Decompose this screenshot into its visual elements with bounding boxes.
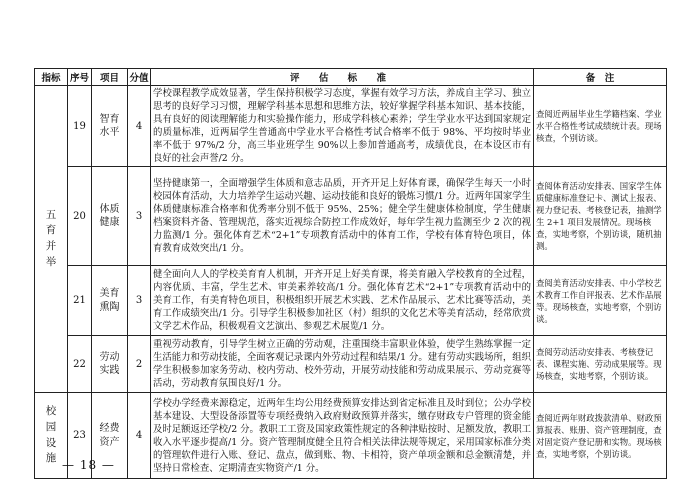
header-standard: 评 估 标 准: [151, 69, 534, 86]
header-number: 序号: [68, 69, 92, 86]
row-score: 3: [128, 167, 151, 266]
row-score: 4: [128, 86, 151, 167]
header-score: 分值: [128, 69, 151, 86]
row-note: 查阅近两届毕业生学籍档案、学业水平合格性考试成绩统计表。现场核查，个别访谈。: [534, 86, 667, 167]
row-standard: 健全面向人人的学校美育育人机制，开齐开足上好美育课，将美育融入学校教育的全过程，内容优质、丰富，学生艺术、审美素养较高/1 分。强化体育艺术“2+1”专项教育活动中的美育工作，有美育特色项目，积极组织开展艺术实践、艺术作品展示、艺术比赛等活动，美育工作成绩突出/1 分。引导学生积极参加社区（村）组织的文化艺术等美育活动，经常欣赏文学艺术作品，积极观看文艺演出、参观艺术展览/1 分。: [151, 266, 534, 336]
row-note: 查阅劳动活动安排表、考核登记表、课程实施、劳动成果展等。现场核查，实地考察，个别访谈。: [534, 336, 667, 393]
row-item: 美育 熏陶: [92, 266, 128, 336]
row-number: 19: [68, 86, 92, 167]
header-indicator: 指标: [35, 69, 68, 86]
row-standard: 重视劳动教育，引导学生树立正确的劳动观，注重围绕丰富职业体验，使学生熟练掌握一定生活能力和劳动技能，全面客观记录课内外劳动过程和结果/1 分。建有劳动实践场所，组织学生积极参加家务劳动、校内劳动、校外劳动，开展劳动技能和劳动成果展示、劳动竞赛等活动，劳动教育氛围良好/1 分。: [151, 336, 534, 393]
row-standard: 学校课程教学成效显著，学生保持积极学习态度，掌握有效学习方法，养成自主学习、独立思考的良好学习习惯，理解学科基本思想和思维方法，较好掌握学科基本知识、基本技能，具有良好的阅读理解能力和实验操作能力，形成学科核心素养；学生学业水平达到国家规定的质量标准，近两届学生普通高中学业水平合格性考试合格率不低于 98%、平均按时毕业率不低于 97%/2 分，高三毕业班学生 90%以上参加普通高考，成绩优良，在本设区市有良好的社会声誉/2 分。: [151, 86, 534, 167]
row-standard: 学校办学经费来源稳定，近两年生均公用经费预算安排达到省定标准且及时到位；公办学校基本建设、大型设备添置等专项经费纳入政府财政预算并落实，缴存财政专户管理的资金能及时足额返还学校/2 分。教职工工资及国家政策性规定的各种津贴按时、足额发放，教职工收入水平逐步提高/1 分。资产管理制度健全且符合相关法律法规等规定，采用国家标准分类的管理软件进行入账、登记、盘点，做到账、物、卡相符，资产单项金额和总金额清楚，并坚持日常检查、定期清查实物资产/1 分。: [151, 393, 534, 479]
row-standard: 坚持健康第一，全面增强学生体质和意志品质，开齐开足上好体育课，确保学生每天一小时校园体育活动，大力培养学生运动兴趣、运动技能和良好的锻炼习惯/1 分。近两年国家学生体质健康标准合格率和优秀率分别不低于 95%、25%；健全学生健康体检制度，学生健康档案资料齐备、管理规范，落实近视综合防控工作成效好，每年学生视力监测至少 2 次的视力监测/1 分。强化体育艺术“2+1”专项教育活动中的体育工作，学校有体育特色项目，体育教育成效突出/1 分。: [151, 167, 534, 266]
row-score: 4: [128, 393, 151, 479]
row-item: 体质 健康: [92, 167, 128, 266]
table-row: [35, 167, 667, 266]
row-score: 3: [128, 266, 151, 336]
evaluation-table: [34, 68, 667, 479]
header-item: 项目: [92, 69, 128, 86]
header-note: 备 注: [534, 69, 667, 86]
table-row: [35, 266, 667, 336]
row-item: 智育 水平: [92, 86, 128, 167]
row-number: 20: [68, 167, 92, 266]
row-note: 查阅美育活动安排表、中小学校艺术教育工作自评报表、艺术作品展等。现场核查，实地考察，个别访谈。: [534, 266, 667, 336]
row-item: 劳动 实践: [92, 336, 128, 393]
row-number: 22: [68, 336, 92, 393]
row-note: 查阅近两年财政拨款清单、财政预算报表、账册、资产管理制度，查对固定资产登记册和实物。现场核查，实地考察，个别访谈。: [534, 393, 667, 479]
indicator-cell-five-education: 五 育 并 举: [35, 86, 68, 393]
row-score: 2: [128, 336, 151, 393]
row-note: 查阅体育活动安排表、国家学生体质健康标准登记卡、测试上报表、视力登记表、考核登记表，抽测学生 2+1 项目发展情况。现场核查，实地考察，个别访谈，随机抽测。: [534, 167, 667, 266]
page-number: — 18 —: [62, 458, 115, 472]
row-number: 21: [68, 266, 92, 336]
table-row: [35, 393, 667, 479]
table-row: [35, 336, 667, 393]
row-number: 23: [68, 393, 92, 479]
table-row: [35, 86, 667, 167]
table-header-row: [35, 69, 667, 86]
indicator-cell-campus-facilities: 校 园 设 施: [35, 393, 68, 479]
row-item: 经费 资产: [92, 393, 128, 479]
